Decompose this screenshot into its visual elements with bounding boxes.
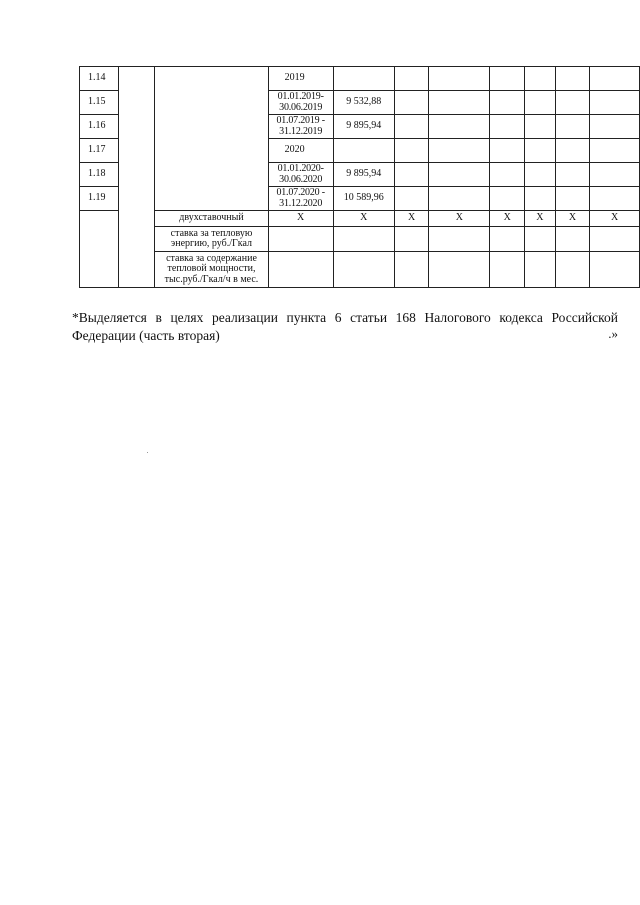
x-mark: X [268, 211, 333, 227]
period-cell: 01.07.2019 - 31.12.2019 [268, 115, 333, 139]
row-number: 1.17 [80, 139, 119, 163]
x-mark: X [429, 211, 490, 227]
x-mark: X [490, 211, 525, 227]
row-number: 1.14 [80, 67, 119, 91]
period-cell: 01.07.2020 - 31.12.2020 [268, 187, 333, 211]
value-cell: 9 532,88 [333, 91, 394, 115]
value-cell: 9 895,94 [333, 115, 394, 139]
period-cell: 2019 [268, 67, 333, 91]
row-number: 1.16 [80, 115, 119, 139]
blank-cell [80, 211, 119, 288]
table-row [80, 252, 640, 288]
value-cell: 9 895,94 [333, 163, 394, 187]
footnote-end: .» [608, 326, 618, 341]
rate-capacity-label: ставка за содержание тепловой мощности, тыс.руб./Гкал/ч в мес. [155, 252, 268, 288]
footnote-text: *Выделяется в целях реализации пункта 6 статьи 168 Налогового кодекса Российской Федерации (часть вторая) [72, 310, 618, 343]
row-number: 1.18 [80, 163, 119, 187]
x-mark: X [524, 211, 555, 227]
x-mark: X [590, 211, 640, 227]
two-part-label: двухставочный [155, 211, 268, 227]
x-mark: X [394, 211, 429, 227]
rate-energy-label: ставка за тепловую энергию, руб./Гкал [155, 227, 268, 252]
x-mark: X [555, 211, 590, 227]
value-cell [333, 139, 394, 163]
period-cell: 01.01.2019-30.06.2019 [268, 91, 333, 115]
table-row [80, 67, 640, 91]
period-cell: 01.01.2020-30.06.2020 [268, 163, 333, 187]
value-cell: 10 589,96 [333, 187, 394, 211]
scan-speck [147, 452, 148, 453]
table-row [80, 227, 640, 252]
period-cell: 2020 [268, 139, 333, 163]
blank-cell [119, 67, 155, 288]
value-cell [333, 67, 394, 91]
blank-cell [155, 67, 268, 211]
tariff-table [79, 66, 640, 288]
table-row [80, 211, 640, 227]
x-mark: X [333, 211, 394, 227]
row-number: 1.15 [80, 91, 119, 115]
row-number: 1.19 [80, 187, 119, 211]
